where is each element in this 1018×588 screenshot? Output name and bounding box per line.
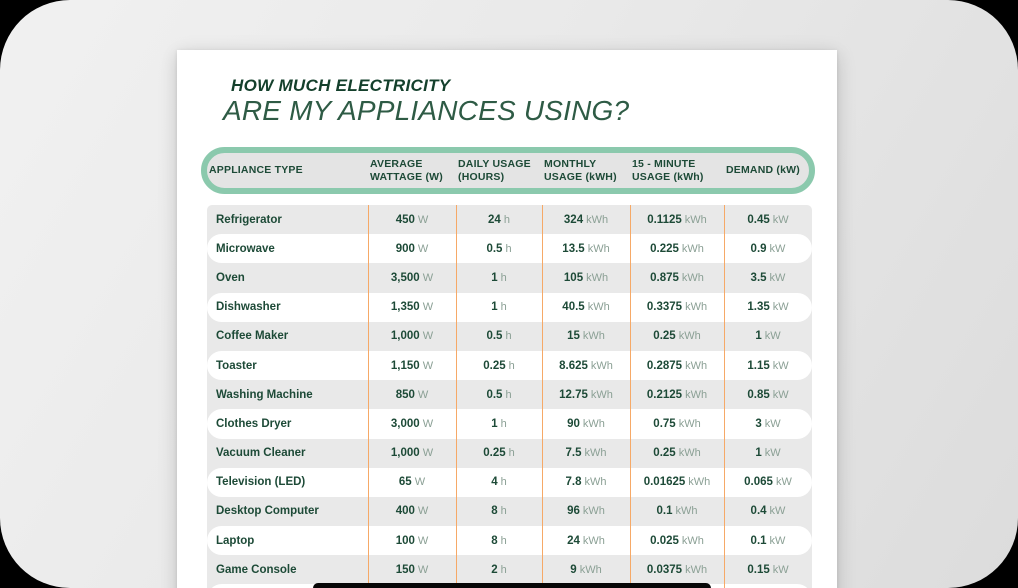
appliance-name: Game Console [216,563,297,576]
value-cell [542,447,630,459]
value-number: 450 [395,213,415,226]
appliance-name: Coffee Maker [216,330,289,343]
table-row [207,322,812,351]
value-unit: h [500,417,507,430]
table-header-capsule [201,147,815,194]
value-number: 8 [491,505,498,518]
value-cell [724,447,812,459]
value-unit: W [417,388,429,401]
value-cell [542,564,630,576]
value-number: 0.3375 [646,301,683,314]
value-unit: kWh [681,242,704,255]
table-row [207,497,812,526]
value-cell [456,418,542,430]
value-number: 13.5 [562,242,585,255]
table-row [207,439,812,468]
value-cell [456,447,542,459]
value-unit: kW [769,534,786,547]
value-cell [630,214,724,226]
value-unit: W [417,242,429,255]
value-cell [456,272,542,284]
appliance-name: Dishwasher [216,301,281,314]
value-number: 3.5 [750,271,767,284]
bottom-bar [313,583,711,588]
value-number: 400 [395,505,415,518]
value-number: 1,000 [390,447,420,460]
value-number: 65 [398,476,412,489]
value-unit: kW [764,417,781,430]
value-unit: kW [772,301,789,314]
value-cell [724,360,812,372]
value-unit: W [414,476,426,489]
appliance-name: Television (LED) [216,476,306,489]
value-cell [456,301,542,313]
value-unit: h [505,388,512,401]
value-cell [630,564,724,576]
value-unit: h [500,301,507,314]
column-header-line1: 15 - MINUTE [632,157,696,170]
value-number: 0.225 [650,242,679,255]
value-unit: h [508,359,515,372]
value-number: 150 [395,563,415,576]
value-unit: kWh [584,447,607,460]
value-cell [368,535,456,547]
value-cell [456,564,542,576]
value-unit: kWh [587,242,610,255]
value-cell [368,418,456,430]
value-unit: h [503,213,510,226]
value-cell [630,447,724,459]
value-cell [724,301,812,313]
value-number: 90 [567,417,580,430]
value-number: 0.5 [486,242,503,255]
value-number: 0.01625 [643,476,686,489]
value-number: 24 [567,534,580,547]
value-number: 1.35 [747,301,770,314]
table-row [207,555,812,584]
value-cell [724,389,812,401]
value-cell [542,272,630,284]
value-number: 900 [395,242,415,255]
value-number: 3,000 [390,417,420,430]
column-divider [368,205,369,588]
value-number: 15 [567,330,580,343]
table-row [207,293,812,322]
value-cell [368,243,456,255]
value-unit: kW [769,271,786,284]
value-unit: kWh [685,563,708,576]
column-header-average-wattage [368,158,456,183]
column-header-line2: WATTAGE (W) [370,170,443,183]
value-cell [724,272,812,284]
value-cell [630,243,724,255]
column-header-line2: USAGE (kWh) [632,170,704,183]
value-cell [630,301,724,313]
value-cell [724,243,812,255]
value-unit: kW [772,359,789,372]
value-cell [630,272,724,284]
column-header-line2: USAGE (kWH) [544,170,617,183]
table-row [207,351,812,380]
value-cell [368,301,456,313]
value-unit: kW [769,242,786,255]
value-unit: W [422,417,434,430]
value-cell [456,360,542,372]
value-cell [456,535,542,547]
value-number: 0.45 [747,213,770,226]
value-cell [542,389,630,401]
value-number: 0.065 [744,476,773,489]
table-rows [207,205,812,588]
value-unit: W [417,563,429,576]
value-number: 7.8 [565,476,582,489]
value-unit: kWh [582,534,605,547]
table-row [207,380,812,409]
value-cell [368,389,456,401]
value-unit: W [422,447,434,460]
value-number: 4 [491,476,498,489]
value-unit: kWh [685,388,708,401]
value-number: 1,350 [390,301,420,314]
appliance-name: Oven [216,271,245,284]
value-number: 0.25 [483,359,506,372]
value-unit: kWh [586,271,609,284]
value-cell [630,418,724,430]
column-header-line1: DEMAND (kW) [726,164,800,177]
value-number: 1 [491,271,498,284]
table-row [207,263,812,292]
value-number: 1 [491,301,498,314]
value-number: 8.625 [559,359,588,372]
value-cell [630,389,724,401]
value-unit: kWh [678,417,701,430]
value-cell [368,447,456,459]
value-unit: h [500,563,507,576]
value-cell [542,301,630,313]
value-unit: h [500,271,507,284]
table-row [207,409,812,438]
value-cell [630,360,724,372]
value-cell [456,243,542,255]
value-number: 24 [488,213,501,226]
appliance-name: Desktop Computer [216,505,319,518]
table-row [207,205,812,234]
value-number: 1 [491,417,498,430]
column-header-line1: MONTHLY [544,157,597,170]
value-cell [368,476,456,488]
value-cell [368,505,456,517]
value-number: 0.2125 [646,388,683,401]
value-number: 0.25 [653,330,676,343]
value-cell [456,214,542,226]
value-unit: kW [772,213,789,226]
column-header-line1: APPLIANCE TYPE [209,164,303,177]
column-header-daily-usage [456,158,542,183]
value-unit: kWh [590,388,613,401]
column-header-line1: AVERAGE [370,157,423,170]
appliance-name: Clothes Dryer [216,417,292,430]
value-cell [724,476,812,488]
value-cell [542,505,630,517]
value-number: 0.5 [486,330,503,343]
appliance-name: Microwave [216,242,275,255]
column-divider [456,205,457,588]
value-unit: kWh [586,213,609,226]
value-number: 12.75 [559,388,588,401]
value-cell [724,330,812,342]
value-number: 3 [755,417,762,430]
value-unit: h [505,242,512,255]
value-unit: kWh [584,476,607,489]
column-header-appliance-type [207,164,368,177]
title-block [223,76,629,126]
value-unit: kWh [582,417,605,430]
value-unit: h [505,330,512,343]
value-number: 0.9 [750,242,767,255]
value-cell [368,330,456,342]
column-header-15-minute-usage [630,158,724,183]
value-unit: kWh [582,505,605,518]
value-unit: kWh [590,359,613,372]
value-cell [724,535,812,547]
value-number: 0.1125 [647,213,682,226]
value-number: 0.75 [653,417,676,430]
value-unit: W [422,271,434,284]
value-unit: kWh [675,505,698,518]
table-row [207,234,812,263]
appliance-name: Toaster [216,359,257,372]
column-divider [542,205,543,588]
value-cell [542,360,630,372]
value-unit: kWh [579,563,602,576]
value-cell [542,330,630,342]
value-cell [630,535,724,547]
value-number: 0.85 [747,388,770,401]
value-number: 105 [563,271,584,284]
value-unit: kWh [587,301,610,314]
value-number: 0.4 [750,505,767,518]
value-cell [542,476,630,488]
value-number: 0.875 [650,271,679,284]
value-cell [630,476,724,488]
value-number: 0.1 [656,505,673,518]
value-number: 0.5 [486,388,503,401]
column-header-line1: DAILY USAGE [458,157,531,170]
value-cell [630,330,724,342]
value-number: 7.5 [565,447,582,460]
value-unit: kWh [678,330,701,343]
value-number: 1 [755,330,762,343]
table-row [207,526,812,555]
value-unit: kWh [684,213,707,226]
value-unit: W [422,301,434,314]
appliance-name: Washing Machine [216,388,313,401]
title-kicker: HOW MUCH ELECTRICITY [231,76,451,95]
value-number: 0.25 [653,447,676,460]
value-number: 0.0375 [646,563,683,576]
value-cell [368,564,456,576]
value-number: 8 [491,534,498,547]
value-cell [456,389,542,401]
value-number: 0.2875 [646,359,683,372]
column-header-monthly-usage [542,158,630,183]
value-unit: kW [775,476,792,489]
value-number: 100 [395,534,415,547]
value-unit: h [500,476,507,489]
infographic-page [177,50,837,588]
appliance-name: Refrigerator [216,213,282,226]
value-number: 2 [491,563,498,576]
value-unit: kWh [681,534,704,547]
column-header-demand [724,164,812,177]
value-cell [456,330,542,342]
column-divider [724,205,725,588]
value-number: 850 [395,388,415,401]
value-unit: h [500,534,507,547]
value-number: 96 [567,505,580,518]
value-unit: h [508,447,515,460]
value-number: 0.15 [747,563,770,576]
value-cell [630,505,724,517]
value-unit: kWh [685,359,708,372]
value-cell [456,505,542,517]
value-cell [542,535,630,547]
value-unit: kW [764,447,781,460]
value-number: 324 [563,213,584,226]
column-header-line2: (HOURS) [458,170,505,183]
value-number: 0.025 [650,534,679,547]
value-number: 1,150 [390,359,420,372]
value-unit: kWh [685,301,708,314]
value-unit: kW [772,388,789,401]
table-header-row [207,158,812,183]
value-cell [724,505,812,517]
table-row [207,468,812,497]
value-unit: kW [769,505,786,518]
value-unit: W [417,534,429,547]
value-number: 1.15 [747,359,770,372]
value-number: 0.25 [483,447,506,460]
value-cell [368,272,456,284]
appliance-name: Laptop [216,534,255,547]
value-number: 9 [570,563,577,576]
value-unit: W [417,213,429,226]
column-divider [630,205,631,588]
page-title: ARE MY APPLIANCES USING? [223,95,630,126]
value-number: 1,000 [390,330,420,343]
value-cell [368,360,456,372]
value-cell [724,564,812,576]
value-unit: kWh [688,476,711,489]
value-unit: W [417,505,429,518]
value-unit: kW [772,563,789,576]
value-cell [368,214,456,226]
value-cell [724,214,812,226]
value-number: 0.1 [750,534,767,547]
value-unit: W [422,359,434,372]
value-unit: kW [764,330,781,343]
value-number: 3,500 [390,271,420,284]
value-cell [542,243,630,255]
value-number: 1 [755,447,762,460]
appliance-name: Vacuum Cleaner [216,447,306,460]
value-unit: kWh [678,447,701,460]
value-cell [542,418,630,430]
value-unit: kWh [582,330,605,343]
value-unit: h [500,505,507,518]
value-cell [542,214,630,226]
value-number: 40.5 [562,301,585,314]
value-cell [724,418,812,430]
value-cell [456,476,542,488]
value-unit: W [422,330,434,343]
value-unit: kWh [681,271,704,284]
